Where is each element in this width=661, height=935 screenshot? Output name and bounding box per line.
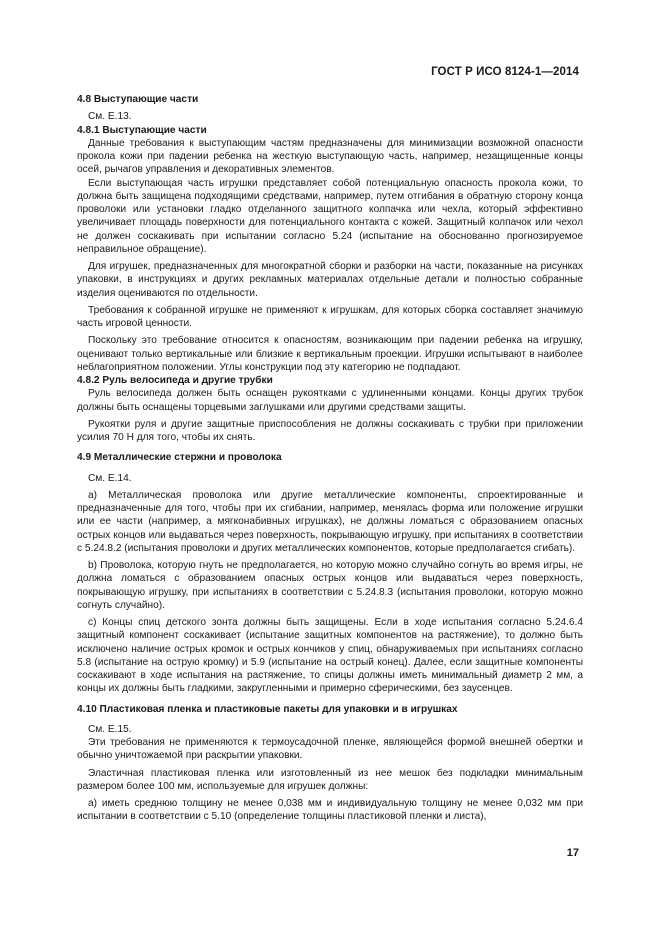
document-body [77,93,583,824]
page-number: 17 [566,847,579,859]
paragraph: Эластичная пластиковая пленка или изготовленный из нее мешок без подкладки минимальным размером более 100 мм, используемые для игрушек должны: [77,767,583,792]
paragraph: Требования к собранной игрушке не применяют к игрушкам, для которых сборка составляет значимую часть игровой ценности. [77,304,583,329]
section-4-9-reference: См. Е.14. [88,472,132,484]
paragraph: Поскольку это требование относится к опасностям, возникающим при падении ребенка на игрушку, оценивают только вертикальные или близкие к вертикальным проекции. Игрушки испытывают в наиболее неблагоприятном положении. Углы конструкции под эту категорию не подпадают. [77,335,583,373]
list-item-c: с) Концы спиц детского зонта должны быть защищены. Если в ходе испытания согласно 5.24.6.4 защитный компонент соскакивает (испытание защитных компонентов на растяжение), то должно быть исключено наличие острых кромок и острых кончиков у спиц, обнаруживаемых при испытаниях согласно 5.8 (испытание на острую кромку) и 5.9 (испытание на острый конец). Далее, если защитные компоненты соскакивают в ходе испытания на растяжение, то спицы должны иметь минимальный диаметр 2 мм, а концы их должны быть гладкими, закругленными и примерно сферическими, без заусенцев. [77,617,583,695]
paragraph: Эти требования не применяются к термоусадочной пленке, являющейся формой внешней обертки и обычно уничтожаемой при раскрытии упаковки. [77,737,583,762]
section-4-8-title: 4.8 Выступающие части [77,94,199,105]
section-4-10-reference: См. Е.15. [88,723,132,735]
section-4-9-title: 4.9 Металлические стержни и проволока [77,452,282,464]
paragraph: Рукоятки руля и другие защитные приспособления не должны соскакивать с трубки при приложении усилия 70 Н для того, чтобы их снять. [77,418,583,443]
list-item-a: а) Металлическая проволока или другие металлические компоненты, спроектированные и предназначенные для того, чтобы при их сгибании, например, менялась форма или положение игрушки или ее части (например, а мягконабивных игрушках), не должны ломаться с образованием опасных острых концов или выдаваться через поверхность, покрывающую игрушку, при испытаниях в соответствии с 5.24.8.2 (испытания проволоки и других металлических компонентов, которые предполагается сгибать). [77,489,583,554]
paragraph: Данные требования к выступающим частям предназначены для минимизации возможной опасности прокола кожи при падении ребенка на жесткую выступающую часть, например, незащищенные концы осей, рычагов управления и декоративных элементов. [77,137,583,176]
section-4-8-2-title: 4.8.2 Руль велосипеда и другие трубки [77,375,273,386]
paragraph: Для игрушек, предназначенных для многократной сборки и разборки на части, показанные на рисунках упаковки, в инструкциях и других рекламных материалах отдельные детали и полностью собранные изделия оцениваются по отдельности. [77,261,583,299]
section-4-8-reference: См. Е.13. [88,111,132,123]
section-4-10-title: 4.10 Пластиковая пленка и пластиковые пакеты для упаковки и в игрушках [77,703,458,715]
standard-header: ГОСТ Р ИСО 8124-1—2014 [431,66,579,78]
paragraph: Если выступающая часть игрушки представляет собой потенциальную опасность прокола кожи, то должна быть защищена подходящими средствами, например, путем отгибания в обратную сторону конца проволоки или установки гладко отделанного защитного колпачка или чехла, который эффективно увеличивает площадь поверхности для потенциального контакта с кожей. Защитный колпачок или чехол не должен соскакивать при испытании согласно 5.24 (испытание на обоснованно прогнозируемое неправильное обращение). [77,177,583,255]
list-item-a: а) иметь среднюю толщину не менее 0,038 мм и индивидуальную толщину не менее 0,032 мм при испытании в соответствии с 5.10 (определение толщины пластиковой пленки и листа), [77,798,583,823]
list-item-b: b) Проволока, которую гнуть не предполагается, но которую можно случайно согнуть во время игры, не должна ломаться с образованием опасных острых концов или выдаваться через поверхность, покрывающую игрушку, при испытаниях в соответствии с 5.24.8.3 (испытания проволоки, которую можно согнуть случайно). [77,560,583,611]
paragraph: Руль велосипеда должен быть оснащен рукоятками с удлиненными концами. Концы других трубок должны быть оснащены торцевыми заглушками или другими средствами защиты. [77,388,583,413]
section-4-8-1-title: 4.8.1 Выступающие части [77,124,207,136]
